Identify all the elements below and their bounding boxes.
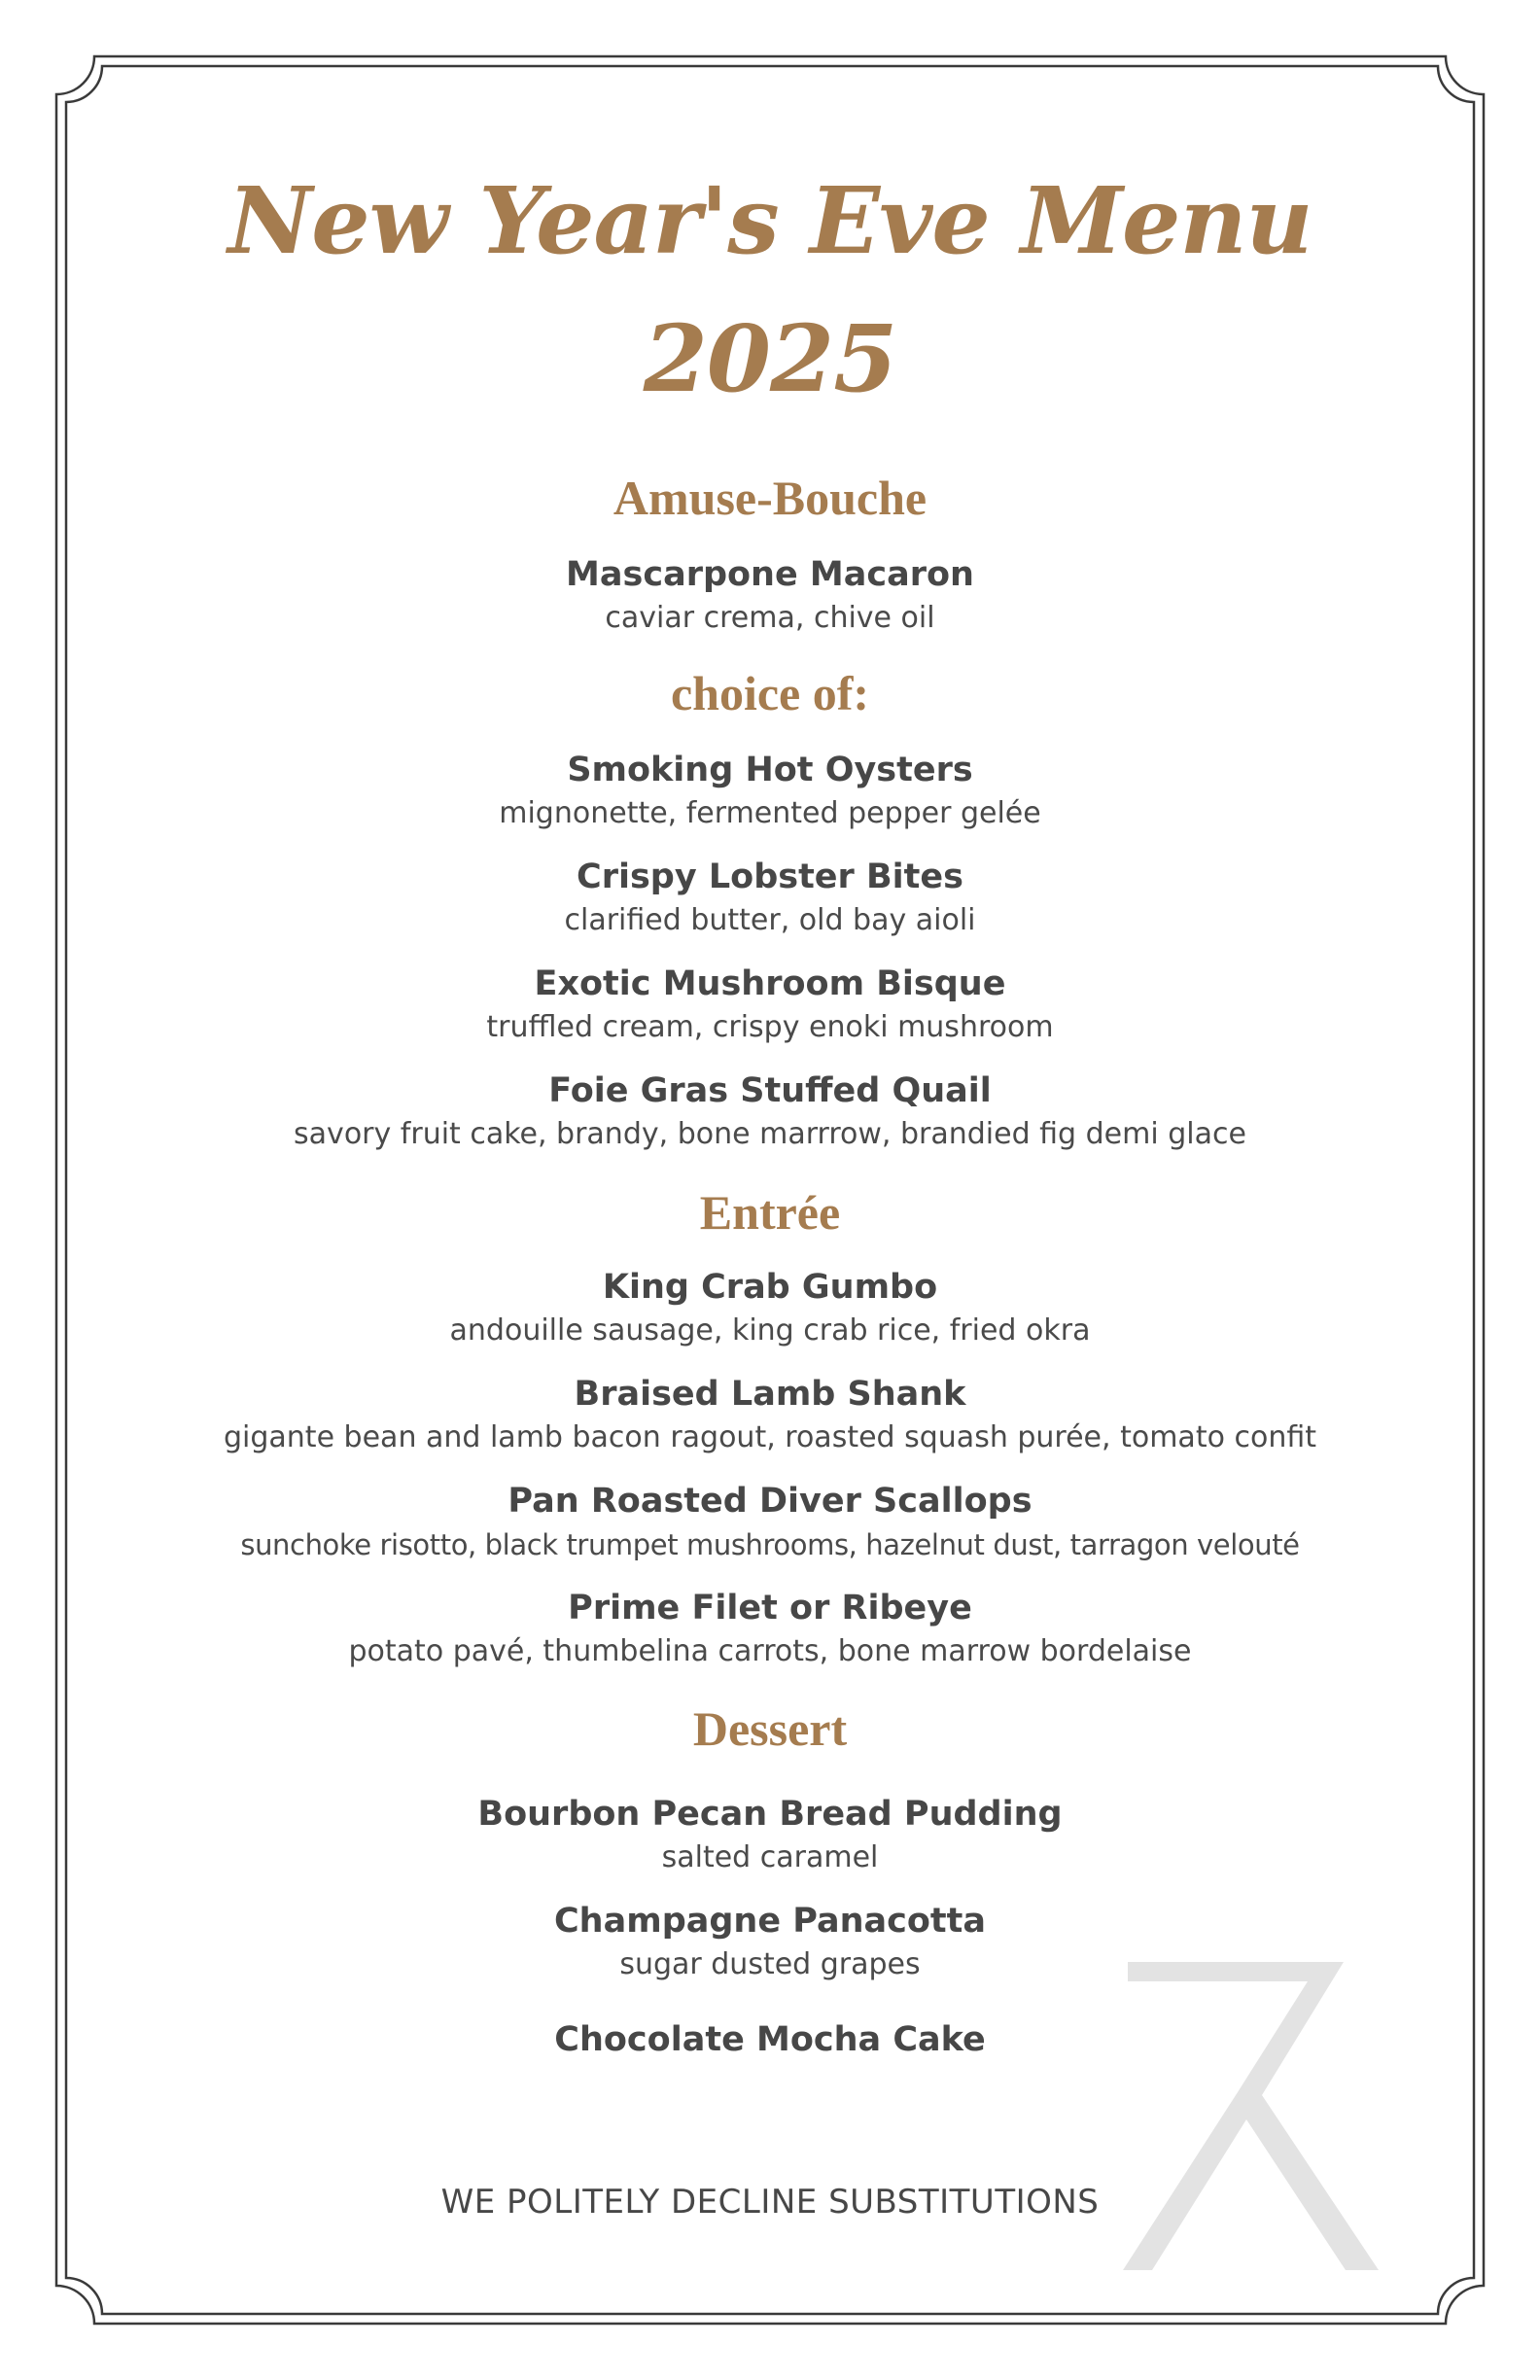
- menu-item: [117, 2017, 1423, 2062]
- menu-item-description: sugar dusted grapes: [619, 1947, 921, 1981]
- menu-item-name: Exotic Mushroom Bisque: [534, 964, 1006, 1003]
- menu-item: [117, 1372, 1423, 1459]
- menu-item-description: salted caramel: [661, 1840, 879, 1874]
- section-title-dessert: Dessert: [692, 1701, 848, 1756]
- menu-title-year: 2025: [643, 305, 897, 413]
- menu-item: [117, 1586, 1423, 1673]
- menu-item-name: Crispy Lobster Bites: [577, 858, 963, 896]
- menu-item-description: clarified butter, old bay aioli: [564, 903, 976, 937]
- menu-item-description: caviar crema, chive oil: [605, 601, 935, 635]
- menu-item-description: sunchoke risotto, black trumpet mushrooms, hazelnut dust, tarragon velouté: [240, 1528, 1300, 1561]
- menu-item: [117, 748, 1423, 835]
- menu-item-name: Champagne Panacotta: [554, 1902, 986, 1941]
- menu-item: [117, 962, 1423, 1049]
- menu-item-description: potato pavé, thumbelina carrots, bone marrow bordelaise: [348, 1634, 1192, 1668]
- menu-item-name: King Crab Gumbo: [602, 1268, 938, 1307]
- menu-item: [117, 855, 1423, 942]
- menu-item: [117, 1899, 1423, 1986]
- menu-item-name: Braised Lamb Shank: [574, 1375, 966, 1414]
- footer-note: WE POLITELY DECLINE SUBSTITUTIONS: [440, 2183, 1100, 2222]
- menu-item-name: Foie Gras Stuffed Quail: [548, 1071, 992, 1110]
- menu-item-name: Pan Roasted Diver Scallops: [508, 1482, 1032, 1521]
- menu-item-name: Bourbon Pecan Bread Pudding: [477, 1795, 1063, 1834]
- seven-logo-watermark: [1118, 1954, 1429, 2275]
- section-title-choice-of: choice of:: [670, 666, 870, 720]
- menu-item-name: Prime Filet or Ribeye: [568, 1589, 972, 1628]
- menu-item-name: Mascarpone Macaron: [566, 555, 974, 594]
- section-title-entree: Entrée: [699, 1185, 841, 1240]
- menu-item-description: gigante bean and lamb bacon ragout, roasted squash purée, tomato confit: [223, 1420, 1316, 1454]
- menu-item: [117, 552, 1423, 640]
- menu-item-description: andouille sausage, king crab rice, fried okra: [449, 1313, 1091, 1348]
- menu-item: [117, 1068, 1423, 1156]
- menu-item-name: Chocolate Mocha Cake: [554, 2020, 986, 2059]
- menu-item-description: savory fruit cake, brandy, bone marrrow, brandied fig demi glace: [294, 1117, 1246, 1151]
- section-title-amuse-bouche: Amuse-Bouche: [612, 471, 928, 525]
- menu-item: [117, 1479, 1423, 1566]
- menu-item-name: Smoking Hot Oysters: [567, 751, 973, 789]
- menu-item: [117, 1792, 1423, 1879]
- menu-item: [117, 1265, 1423, 1352]
- menu-item-description: truffled cream, crispy enoki mushroom: [486, 1010, 1054, 1044]
- menu-title-line-1: New Year's Eve Menu: [228, 167, 1312, 275]
- menu-item-description: mignonette, fermented pepper gelée: [499, 796, 1041, 830]
